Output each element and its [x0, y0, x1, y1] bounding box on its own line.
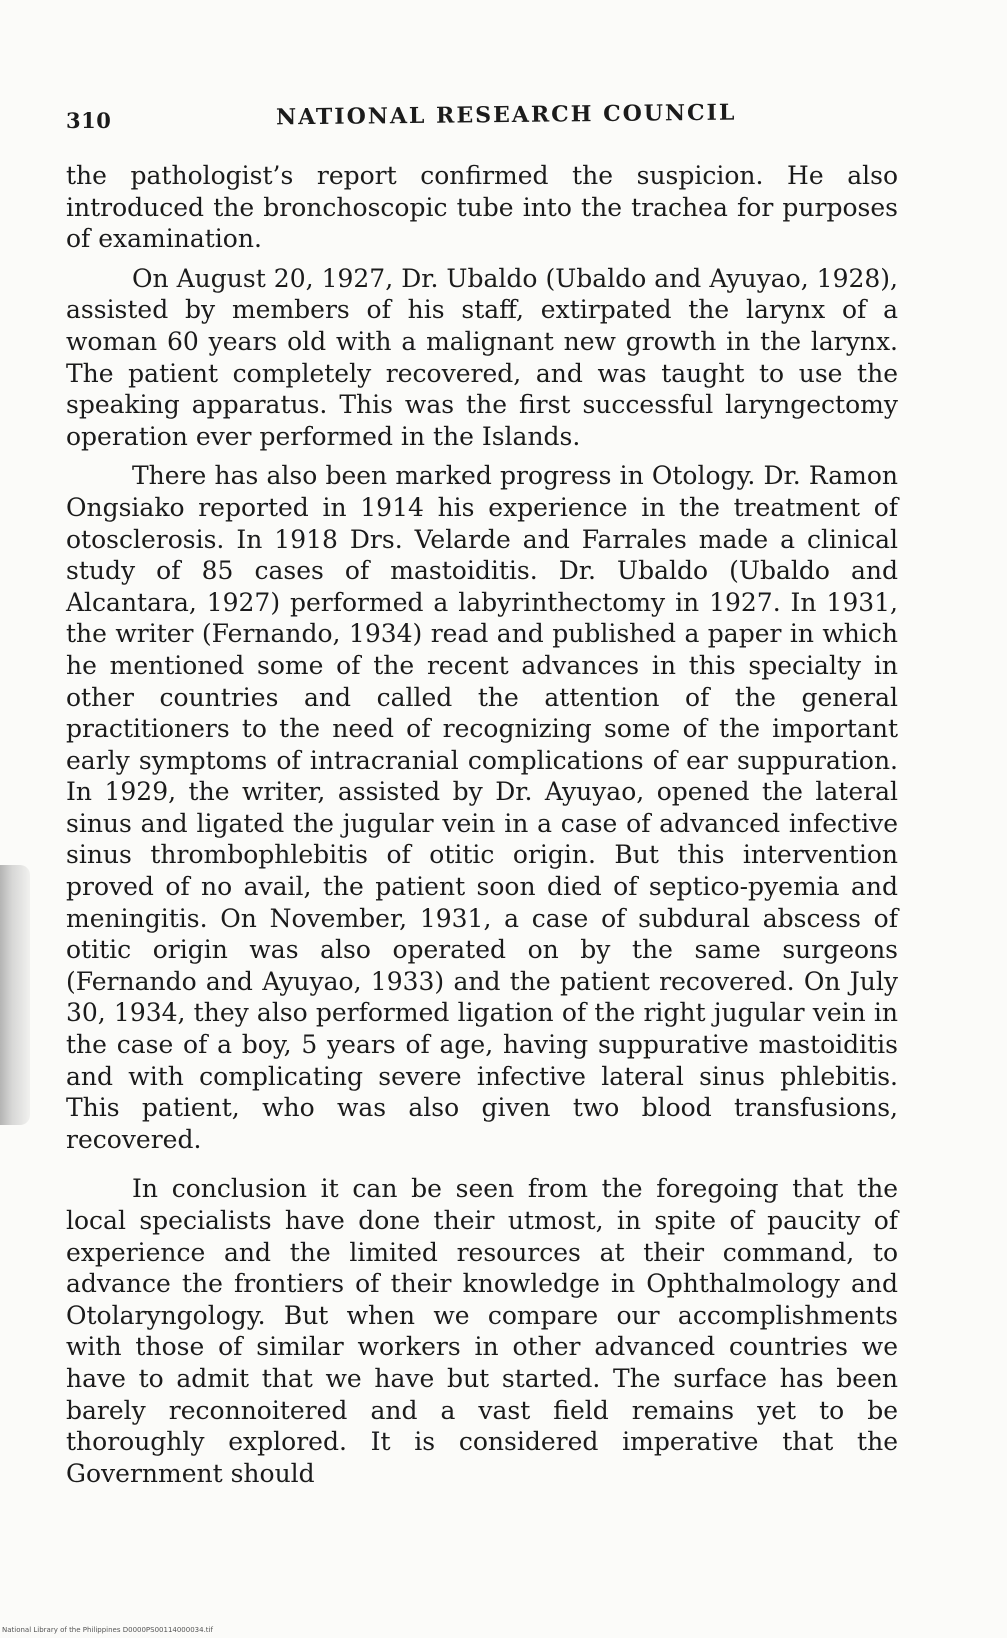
- scan-credit: National Library of the Philippines D0000PS00114000034.tif: [2, 1626, 213, 1634]
- body-text: [66, 160, 898, 1489]
- paragraph-4: In conclusion it can be seen from the foregoing that the local specialists have done their utmost, in spite of paucity of experience and the limited resources at their command, to advance the frontiers of their knowledge in Ophthalmology and Otolaryngology. But when we compare our accomplishments with those of similar workers in other advanced countries we have to admit that we have but started. The surface has been barely reconnoitered and a vast field remains yet to be thoroughly explored. It is considered imperative that the Government should: [66, 1174, 898, 1488]
- paragraph-2: On August 20, 1927, Dr. Ubaldo (Ubaldo and Ayuyao, 1928), assisted by members of his staff, extirpated the larynx of a woman 60 years old with a malignant new growth in the larynx. The patient completely recovered, and was taught to use the speaking apparatus. This was the first successful laryngectomy operation ever performed in the Islands.: [66, 263, 898, 451]
- page-number: 310: [66, 108, 112, 133]
- page-header: [66, 99, 896, 136]
- scan-edge-shadow: [0, 865, 30, 1125]
- paragraph-3: There has also been marked progress in Otology. Dr. Ramon Ongsiako reported in 1914 his experience in the treatment of otosclerosis. In 1918 Drs. Velarde and Farrales made a clinical study of 85 cases of mastoiditis. Dr. Ubaldo (Ubaldo and Alcantara, 1927) performed a labyrinthectomy in 1927. In 1931, the writer (Fernando, 1934) read and published a paper in which he mentioned some of the recent advances in this specialty in other countries and called the attention of the general practitioners to the need of recognizing some of the important early symptoms of intracranial complications of ear suppuration. In 1929, the writer, assisted by Dr. Ayuyao, opened the lateral sinus and ligated the jugular vein in a case of advanced infective sinus thrombophlebitis of otitic origin. But this intervention proved of no avail, the patient soon died of septico-pyemia and meningitis. On November, 1931, a case of subdural abscess of otitic origin was also operated on by the same surgeons (Fernando and Ayuyao, 1933) and the patient recovered. On July 30, 1934, they also performed ligation of the right jugular vein in the case of a boy, 5 years of age, having suppurative mastoiditis and with complicating severe infective lateral sinus phlebitis. This patient, who was also given two blood transfusions, recovered.: [66, 461, 898, 1154]
- paragraph-1: the pathologist’s report confirmed the suspicion. He also introduced the bronchoscopic tube into the trachea for purposes of examination.: [66, 161, 898, 254]
- running-title: NATIONAL RESEARCH COUNCIL: [275, 99, 737, 131]
